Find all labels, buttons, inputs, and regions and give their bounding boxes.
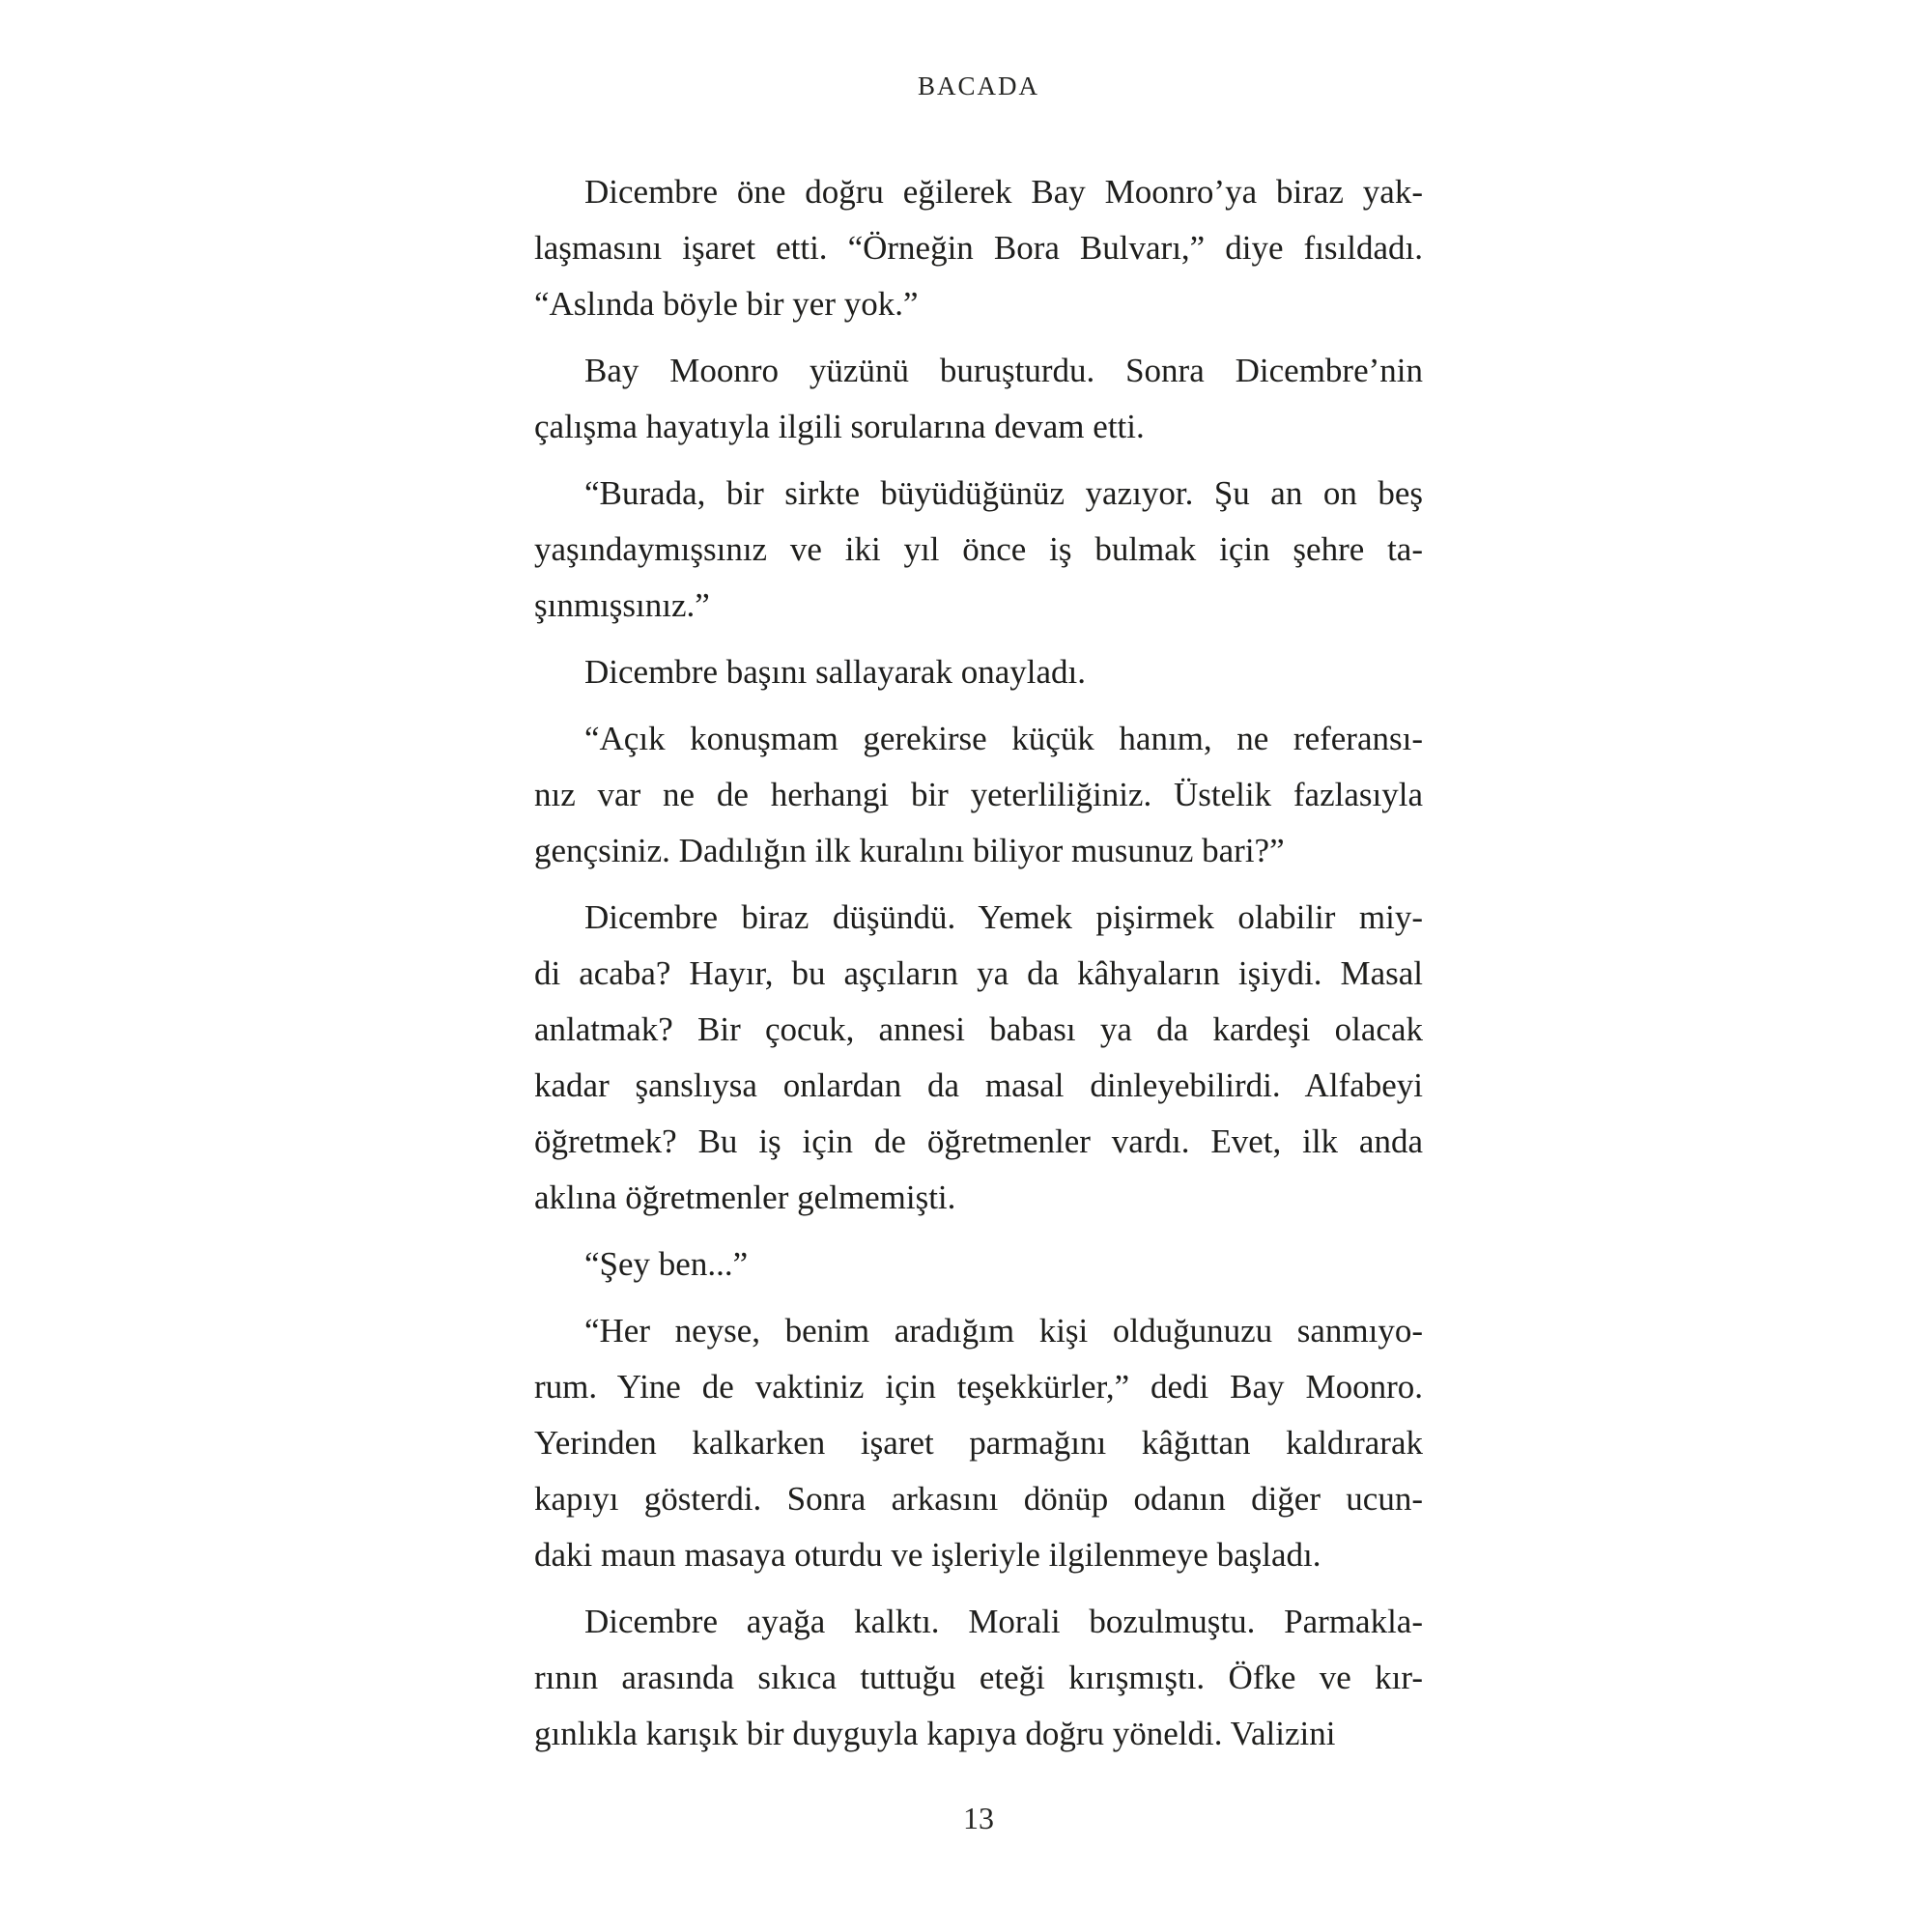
paragraph [534, 164, 1423, 332]
text-line: aklına öğretmenler gelmemişti. [534, 1179, 956, 1216]
paragraph [534, 1303, 1423, 1583]
paragraph [534, 890, 1423, 1226]
text-line: anlatmak? Bir çocuk, annesi babası ya da kardeşi olacak [534, 1010, 1423, 1048]
text-line: öğretmek? Bu iş için de öğretmenler vardı. Evet, ilk anda [534, 1122, 1423, 1160]
text-line: nız var ne de herhangi bir yeterliliğiniz. Üstelik fazlasıyla [534, 776, 1423, 813]
text-line: çalışma hayatıyla ilgili sorularına devam etti. [534, 408, 1145, 445]
text-line: gınlıkla karışık bir duyguyla kapıya doğru yöneldi. Valizini [534, 1715, 1336, 1752]
running-header: BACADA [917, 71, 1039, 100]
text-line: laşmasını işaret etti. “Örneğin Bora Bulvarı,” diye fısıldadı. [534, 229, 1423, 267]
text-line: “Burada, bir sirkte büyüdüğünüz yazıyor. Şu an on beş [584, 474, 1423, 512]
text-block [534, 164, 1423, 1773]
text-line: Yerinden kalkarken işaret parmağını kâğıttan kaldırarak [534, 1424, 1423, 1462]
paragraph [534, 644, 1423, 700]
text-line: yaşındaymışsınız ve iki yıl önce iş bulmak için şehre ta- [534, 530, 1423, 568]
text-line: Dicembre biraz düşündü. Yemek pişirmek olabilir miy- [584, 898, 1423, 936]
text-line: şınmışsınız.” [534, 586, 710, 624]
paragraph [534, 1594, 1423, 1762]
text-line: Dicembre başını sallayarak onayladı. [584, 653, 1086, 691]
text-line: rum. Yine de vaktiniz için teşekkürler,” dedi Bay Moonro. [534, 1368, 1423, 1406]
text-line: kadar şanslıysa onlardan da masal dinleyebilirdi. Alfabeyi [534, 1066, 1423, 1104]
paragraph [534, 466, 1423, 634]
text-line: daki maun masaya oturdu ve işleriyle ilgilenmeye başladı. [534, 1536, 1321, 1574]
paragraph [534, 343, 1423, 455]
text-line: di acaba? Hayır, bu aşçıların ya da kâhyaların işiydi. Masal [534, 954, 1423, 992]
text-line: kapıyı gösterdi. Sonra arkasını dönüp odanın diğer ucun- [534, 1480, 1423, 1518]
text-line: “Her neyse, benim aradığım kişi olduğunuzu sanmıyo- [584, 1312, 1423, 1350]
text-line: Bay Moonro yüzünü buruşturdu. Sonra Dicembre’nin [584, 352, 1423, 389]
text-line: “Şey ben...” [584, 1245, 749, 1283]
text-line: rının arasında sıkıca tuttuğu eteği kırışmıştı. Öfke ve kır- [534, 1659, 1423, 1696]
text-line: Dicembre ayağa kalktı. Morali bozulmuştu. Parmakla- [584, 1603, 1423, 1640]
paragraph [534, 1236, 1423, 1293]
page-number: 13 [963, 1801, 994, 1835]
paragraph [534, 711, 1423, 879]
text-line: Dicembre öne doğru eğilerek Bay Moonro’ya biraz yak- [584, 173, 1423, 211]
text-line: “Açık konuşmam gerekirse küçük hanım, ne referansı- [584, 720, 1423, 757]
text-line: gençsiniz. Dadılığın ilk kuralını biliyor musunuz bari?” [534, 832, 1285, 869]
text-line: “Aslında böyle bir yer yok.” [534, 285, 919, 323]
